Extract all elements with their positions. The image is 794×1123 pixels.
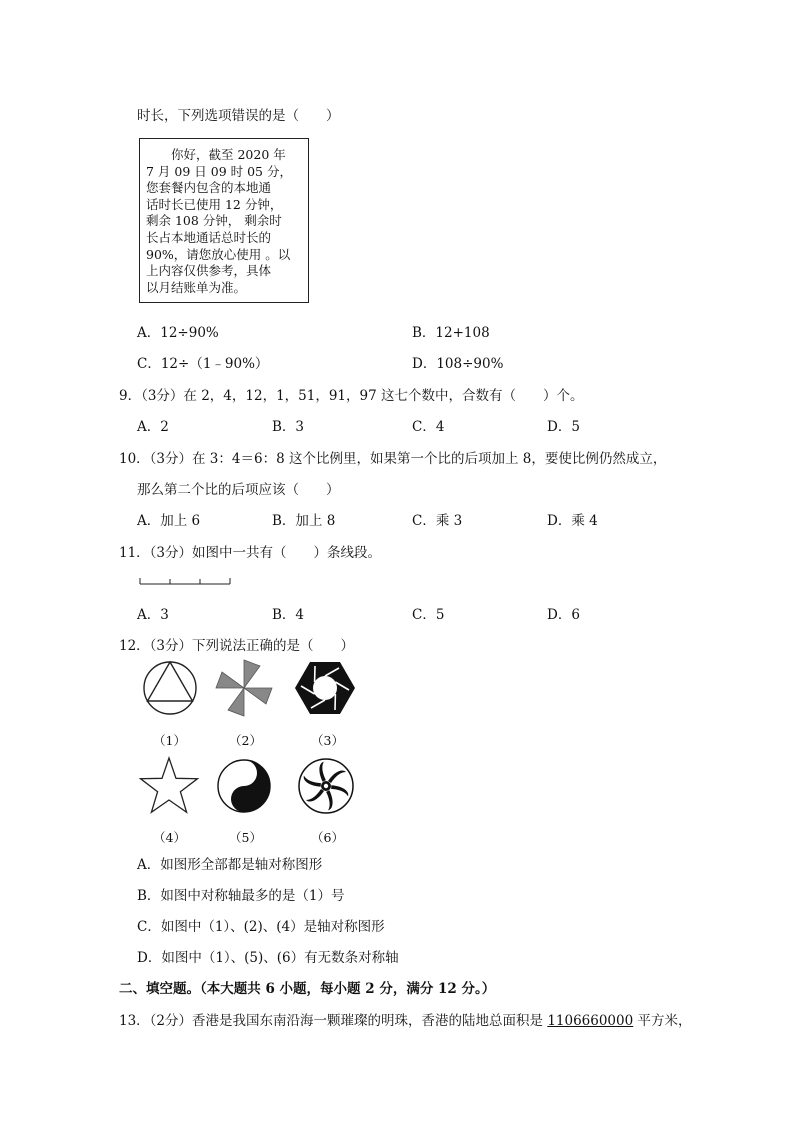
figure-caption: （4） <box>153 830 186 845</box>
q8-stem: 时长，下列选项错误的是（ ） <box>137 108 340 124</box>
q8-option-a[interactable]: A．12÷90% <box>137 325 219 341</box>
notice-line: 您套餐内包含的本地通 <box>146 180 272 196</box>
q13-suffix: 平方米， <box>633 1013 692 1029</box>
q10-option-b[interactable]: B．加上 8 <box>272 513 336 529</box>
q12-stem: 12．（3分）下列说法正确的是（ ） <box>119 638 355 654</box>
notice-line: 你好，截至 2020 年 <box>146 147 286 162</box>
q10-option-c[interactable]: C．乘 3 <box>412 513 463 529</box>
section-heading: 二、填空题。（本大题共 6 小题，每小题 2 分，满分 12 分。） <box>119 981 496 997</box>
figure-caption: （1） <box>153 733 186 748</box>
notice-line: 上内容仅供参考，具体 <box>146 263 272 279</box>
q9-option-b[interactable]: B．3 <box>272 419 305 435</box>
figure-caption: （2） <box>229 733 262 748</box>
q11-option-b[interactable]: B．4 <box>272 607 305 623</box>
notice-line: 7 月 09 日 09 时 05 分， <box>146 163 292 179</box>
black-hexagon-icon <box>294 658 356 718</box>
q8-option-d[interactable]: D．108÷90% <box>412 356 504 372</box>
q8-option-c[interactable]: C．12÷（1﹣90%） <box>137 356 269 372</box>
q12-option-a[interactable]: A．如图形全部都是轴对称图形 <box>137 857 323 873</box>
q11-stem: 11．（3分）如图中一共有（ ）条线段。 <box>119 545 382 561</box>
q12-option-c[interactable]: C．如图中（1）、(2)、(4）是轴对称图形 <box>137 919 385 935</box>
q12-option-d[interactable]: D．如图中（1）、(5)、(6）有无数条对称轴 <box>137 950 399 966</box>
swirl-circle-icon <box>297 757 355 815</box>
q13-stem <box>119 1009 692 1029</box>
figure-caption: （3） <box>311 733 344 748</box>
q12-option-b[interactable]: B．如图中对称轴最多的是（1）号 <box>137 888 345 904</box>
notice-line: 90%，请您放心使用 。以 <box>146 246 291 262</box>
notice-line: 以月结账单为准。 <box>146 279 247 295</box>
q9-option-c[interactable]: C．4 <box>412 419 445 435</box>
q10-stem-line1: 10．（3分）在 3：4＝6：8 这个比例里，如果第一个比的后项加上 8，要使比例仍然成立， <box>119 451 667 467</box>
notice-line: 剩余 108 分钟， 剩余时 <box>146 213 282 229</box>
q8-option-b[interactable]: B．12+108 <box>412 325 490 341</box>
q9-option-d[interactable]: D．5 <box>547 419 580 435</box>
line-segment-figure <box>138 574 234 588</box>
q10-option-d[interactable]: D．乘 4 <box>547 513 598 529</box>
q10-option-a[interactable]: A．加上 6 <box>137 513 201 529</box>
notice-line: 话时长已使用 12 分钟， <box>146 196 283 212</box>
q13-prefix: 13．（2分）香港是我国东南沿海一颗璀璨的明珠，香港的陆地总面积是 <box>119 1013 548 1029</box>
q9-stem: 9．（3分）在 2，4，12，1，51，91，97 这七个数中，合数有（ ）个。 <box>119 388 584 404</box>
figure-caption: （6） <box>311 830 344 845</box>
pinwheel-icon <box>214 658 274 718</box>
yin-yang-icon <box>216 758 272 814</box>
q13-area-value: 1106660000 <box>547 1013 634 1029</box>
star-icon <box>137 755 201 817</box>
notice-line: 长占本地通话总时长的 <box>146 229 272 245</box>
q11-option-a[interactable]: A．3 <box>137 607 169 623</box>
q11-option-d[interactable]: D．6 <box>547 607 580 623</box>
q10-stem-line2: 那么第二个比的后项应该（ ） <box>137 482 340 498</box>
q9-option-a[interactable]: A．2 <box>137 419 169 435</box>
q11-option-c[interactable]: C．5 <box>412 607 445 623</box>
circle-triangle-icon <box>142 660 198 716</box>
figure-caption: （5） <box>229 830 262 845</box>
phone-notice-box <box>139 138 309 303</box>
